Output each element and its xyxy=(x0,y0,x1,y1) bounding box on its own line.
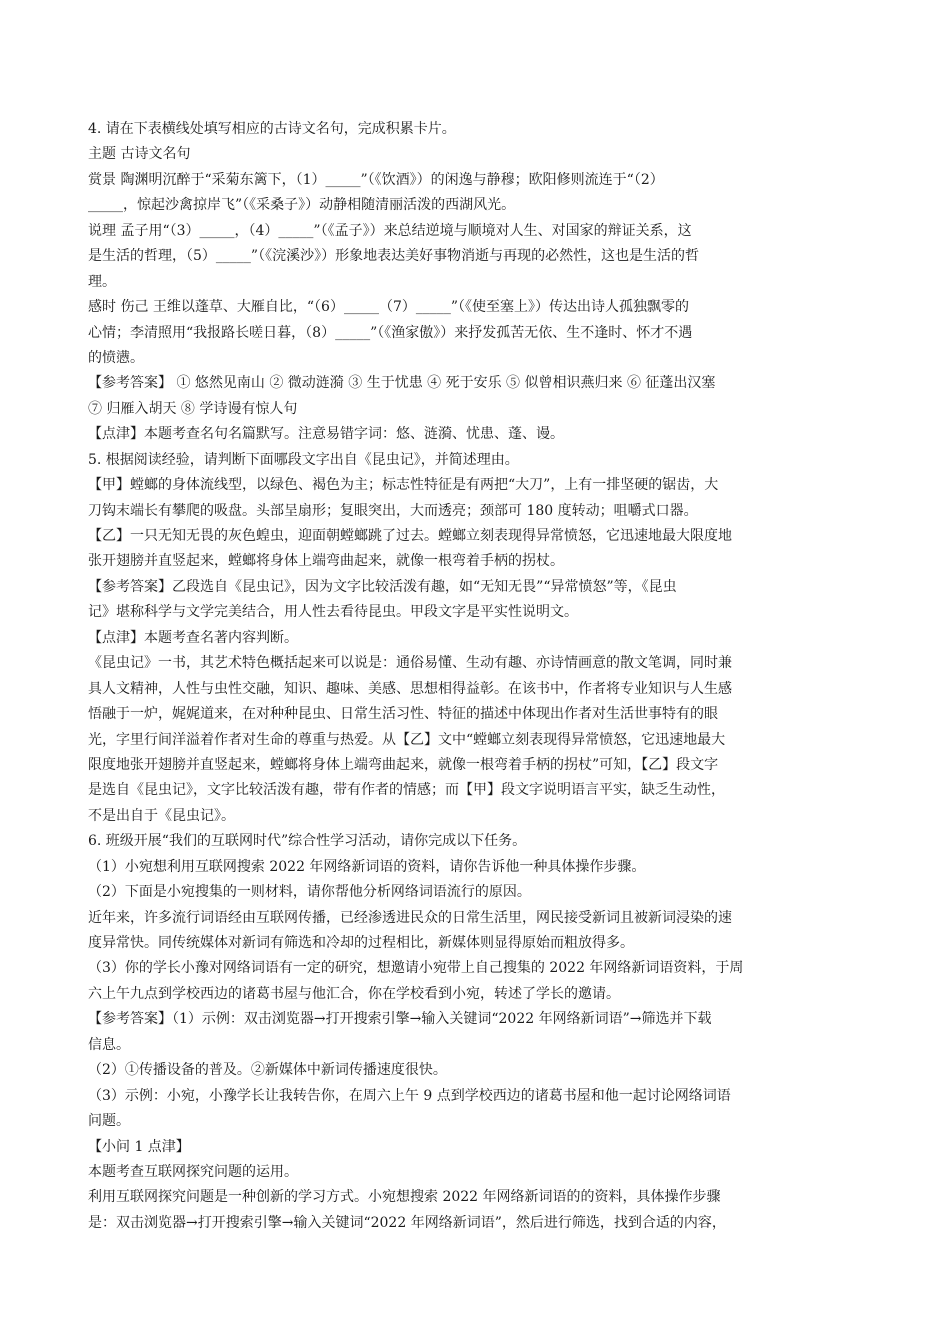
text-line: （2）下面是小宛搜集的一则材料，请你帮他分析网络词语流行的原因。 xyxy=(88,884,531,901)
text-line: 【小问 1 点津】 xyxy=(88,1138,190,1155)
text-line: 是生活的哲理，（5）_____”（《浣溪沙》）形象地表达美好事物消逝与再现的必然性，这也是生活的哲 xyxy=(88,248,700,265)
text-line: 限度地张开翅膀并直竖起来，螳螂将身体上端弯曲起来，就像一根弯着手柄的拐杖”可知，【乙】段文字 xyxy=(88,756,719,773)
text-line: 5. 根据阅读经验，请判断下面哪段文字出自《昆虫记》，并简述理由。 xyxy=(88,451,519,468)
text-line: 【乙】一只无知无畏的灰色蝗虫，迎面朝螳螂跳了过去。螳螂立刻表现得异常愤怒，它迅速地最大限度地 xyxy=(88,528,732,544)
text-line: 近年来，许多流行词语经由互联网传播，已经渗透进民众的日常生活里，网民接受新词且被新词浸染的速 xyxy=(88,909,732,926)
text-line: 【参考答案】乙段选自《昆虫记》，因为文字比较活泼有趣，如“无知无畏”“异常愤怒”等，《昆虫 xyxy=(88,578,677,595)
text-line: 【参考答案】 ① 悠然见南山 ② 微动涟漪 ③ 生于忧患 ④ 死于安乐 ⑤ 似曾相识燕归来 ⑥ 征蓬出汉塞 xyxy=(88,375,716,392)
text-line: 说理 孟子用“（3）_____，（4）_____”（《孟子》）来总结逆境与顺境对人生、对国家的辩证关系，这 xyxy=(88,222,692,239)
text-line: 度异常快。同传统媒体对新词有筛选和冷却的过程相比，新媒体则显得原始而粗放得多。 xyxy=(88,935,634,951)
text-line: 【甲】螳螂的身体流线型，以绿色、褐色为主；标志性特征是有两把“大刀”，上有一排坚硬的锯齿，大 xyxy=(88,477,719,494)
text-line: 记》堪称科学与文学完美结合，用人性去看待昆虫。甲段文字是平实性说明文。 xyxy=(88,604,578,621)
text-line: 心情；李清照用“我报路长嗟日暮，（8）_____”（《渔家傲》）来抒发孤苦无依、生不逢时、怀才不遇 xyxy=(88,324,693,341)
text-line: 感时 伤己 王维以蓬草、大雁自比，“（6）_____（7）_____”（《使至塞上》）传达出诗人孤独飘零的 xyxy=(88,299,690,316)
text-line: （3）示例：小宛，小豫学长让我转告你，在周六上午 9 点到学校西边的诸葛书屋和他一起讨论网络词语 xyxy=(88,1087,731,1104)
text-line: 《昆虫记》一书，其艺术特色概括起来可以说是：通俗易懂、生动有趣、亦诗情画意的散文笔调，同时兼 xyxy=(88,655,732,672)
text-line: 光，字里行间洋溢着作者对生命的尊重与热爱。从【乙】文中“螳螂立刻表现得异常愤怒，它迅速地最大 xyxy=(88,731,726,748)
text-line: 不是出自于《昆虫记》。 xyxy=(88,807,235,824)
text-line: （2）①传播设备的普及。②新媒体中新词传播速度很快。 xyxy=(88,1062,447,1079)
text-line: 是选自《昆虫记》，文字比较活泼有趣，带有作者的情感；而【甲】段文字说明语言平实，缺乏生动性， xyxy=(88,782,725,799)
text-line: 【参考答案】（1）示例：双击浏览器→打开搜索引擎→输入关键词“2022 年网络新词语”→筛选并下载 xyxy=(88,1011,712,1028)
text-line: 理。 xyxy=(88,273,116,290)
text-line: （1）小宛想利用互联网搜索 2022 年网络新词语的资料，请你告诉他一种具体操作步骤。 xyxy=(88,858,646,875)
text-line: 【点津】本题考查名著内容判断。 xyxy=(88,629,298,646)
text-line: 利用互联网探究问题是一种创新的学习方式。小宛想搜索 2022 年网络新词语的的资料，具体操作步骤 xyxy=(88,1189,721,1206)
text-line: ⑦ 归雁入胡天 ⑧ 学诗谩有惊人句 xyxy=(88,400,298,417)
text-line: 张开翅膀并直竖起来，螳螂将身体上端弯曲起来，就像一根弯着手柄的拐杖。 xyxy=(88,553,564,570)
text-line: 刀钩末端长有攀爬的吸盘。头部呈扇形；复眼突出，大而透亮；颈部可 180 度转动；咀嚼式口器。 xyxy=(88,502,698,519)
text-line: 【点津】本题考查名句名篇默写。注意易错字词：悠、涟漪、忧患、蓬、谩。 xyxy=(88,426,564,443)
text-line: 具人文精神，人性与虫性交融，知识、趣味、美感、思想相得益彰。在该书中，作者将专业知识与人生感 xyxy=(88,680,732,697)
text-line: 的愤懑。 xyxy=(88,349,144,366)
text-line: 4. 请在下表横线处填写相应的古诗文名句，完成积累卡片。 xyxy=(88,121,456,137)
text-line: 六上午九点到学校西边的诸葛书屋与他汇合，你在学校看到小宛，转述了学长的邀请。 xyxy=(88,985,620,1002)
text-line: 本题考查互联网探究问题的运用。 xyxy=(88,1163,298,1180)
text-line: 6. 班级开展“我们的互联网时代”综合性学习活动，请你完成以下任务。 xyxy=(88,833,527,850)
text-line: （3）你的学长小豫对网络词语有一定的研究，想邀请小宛带上自己搜集的 2022 年网络新词语资料，于周 xyxy=(88,960,744,977)
text-line: 悟融于一炉，娓娓道来，在对种种昆虫、日常生活习性、特征的描述中体现出作者对生活世事特有的眼 xyxy=(88,706,718,723)
text-line: 信息。 xyxy=(88,1036,130,1053)
text-line: 主题 古诗文名句 xyxy=(88,146,191,163)
text-line: 赏景 陶渊明沉醉于“采菊东篱下，（1）_____”（《饮酒》）的闲逸与静穆；欧阳修则流连于“（2） xyxy=(88,171,664,188)
text-line: 是：双击浏览器→打开搜索引擎→输入关键词“2022 年网络新词语”，然后进行筛选，找到合适的内容， xyxy=(88,1214,726,1231)
document-body xyxy=(88,117,868,1236)
text-line: _____，惊起沙禽掠岸飞”（《采桑子》）动静相随清丽活泼的西湖风光。 xyxy=(88,197,516,214)
text-line: 问题。 xyxy=(88,1113,130,1130)
